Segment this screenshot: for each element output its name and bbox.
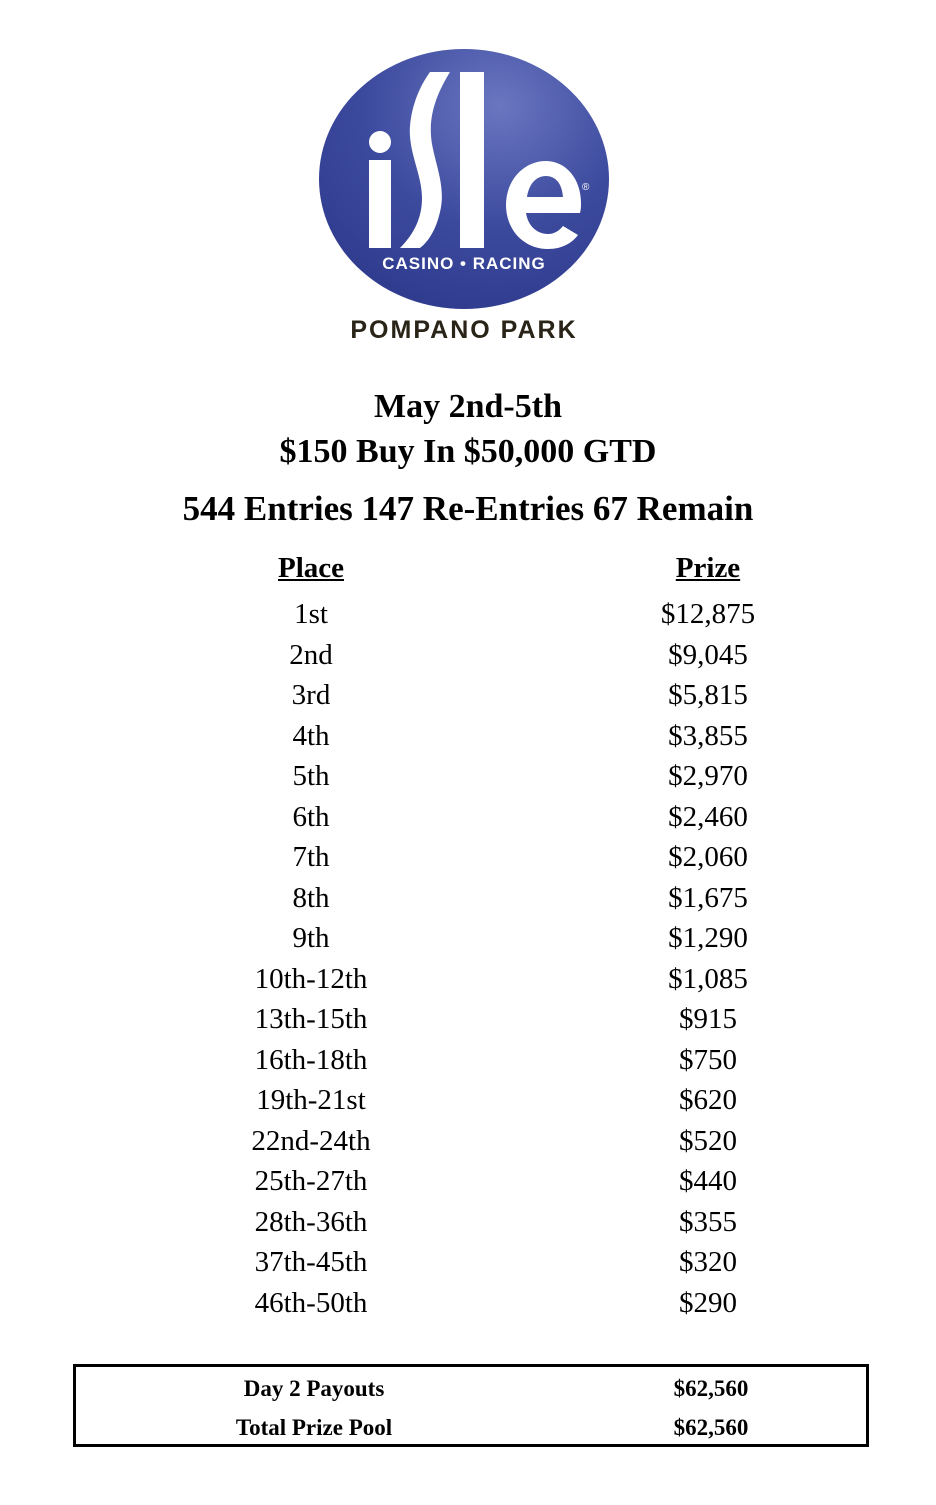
total-prize-pool-row (76, 1413, 866, 1443)
payout-row (0, 1163, 936, 1204)
prize-cell: $1,085 (668, 962, 748, 995)
prize-column-header: Prize (675, 552, 741, 584)
prize-cell: $915 (679, 1003, 737, 1035)
logo-tagline: CASINO • RACING (382, 254, 546, 273)
place-cell: 37th-45th (254, 1246, 368, 1278)
payout-row (0, 880, 936, 921)
day2-payouts-row (76, 1374, 866, 1404)
day2-payouts-value: $62,560 (673, 1376, 749, 1401)
payout-row (0, 1285, 936, 1326)
event-entry-stats: 544 Entries 147 Re-Entries 67 Remain (182, 489, 754, 528)
prize-cell: $3,855 (668, 719, 748, 752)
payout-row (0, 961, 936, 1002)
isle-casino-logo (318, 48, 610, 348)
prize-cell: $520 (679, 1124, 737, 1157)
prize-cell: $1,290 (668, 922, 748, 954)
payout-row (0, 920, 936, 961)
place-cell: 25th-27th (254, 1165, 368, 1197)
payout-row (0, 596, 936, 637)
payout-row (0, 758, 936, 799)
place-cell: 22nd-24th (251, 1124, 371, 1157)
total-prize-pool-value: $62,560 (673, 1415, 749, 1440)
place-column-header: Place (277, 552, 344, 584)
prize-cell: $2,060 (668, 841, 748, 873)
place-cell: 3rd (291, 679, 331, 711)
place-cell: 5th (292, 760, 330, 792)
prize-cell: $2,970 (668, 760, 748, 792)
payout-row (0, 1204, 936, 1245)
prize-cell: $1,675 (668, 881, 748, 914)
event-dates: May 2nd-5th (374, 388, 562, 425)
prize-cell: $290 (679, 1286, 737, 1319)
payout-row (0, 637, 936, 678)
payout-row (0, 1042, 936, 1083)
payout-row (0, 1244, 936, 1285)
day2-payouts-label: Day 2 Payouts (243, 1376, 385, 1401)
place-cell: 46th-50th (254, 1286, 368, 1319)
place-cell: 10th-12th (254, 962, 368, 995)
place-cell: 19th-21st (256, 1084, 366, 1116)
logo-location: POMPANO PARK (350, 316, 578, 344)
prize-cell: $9,045 (668, 638, 748, 671)
prize-cell: $2,460 (668, 800, 748, 833)
prize-cell: $750 (679, 1043, 737, 1076)
prize-cell: $355 (679, 1205, 737, 1238)
total-prize-pool-label: Total Prize Pool (235, 1415, 393, 1440)
payout-row (0, 839, 936, 880)
registered-mark: ® (582, 182, 590, 193)
payout-row (0, 799, 936, 840)
place-cell: 2nd (289, 638, 333, 671)
payout-row (0, 1082, 936, 1123)
prize-cell: $440 (679, 1165, 737, 1197)
payout-table (0, 596, 936, 1325)
place-cell: 6th (292, 800, 330, 833)
place-cell: 9th (292, 922, 330, 954)
payout-row (0, 718, 936, 759)
event-buyin: $150 Buy In $50,000 GTD (279, 433, 657, 470)
payout-row (0, 1001, 936, 1042)
place-cell: 16th-18th (254, 1043, 368, 1076)
payout-row (0, 677, 936, 718)
prize-cell: $320 (679, 1246, 737, 1278)
place-cell: 4th (292, 719, 330, 752)
place-cell: 7th (292, 841, 330, 873)
place-cell: 1st (294, 598, 328, 630)
place-cell: 28th-36th (254, 1205, 368, 1238)
prize-cell: $5,815 (668, 679, 748, 711)
prize-cell: $620 (679, 1084, 737, 1116)
place-cell: 13th-15th (254, 1003, 368, 1035)
payout-row (0, 1123, 936, 1164)
prize-cell: $12,875 (660, 598, 756, 630)
prize-summary-box (73, 1364, 869, 1447)
place-cell: 8th (292, 881, 330, 914)
